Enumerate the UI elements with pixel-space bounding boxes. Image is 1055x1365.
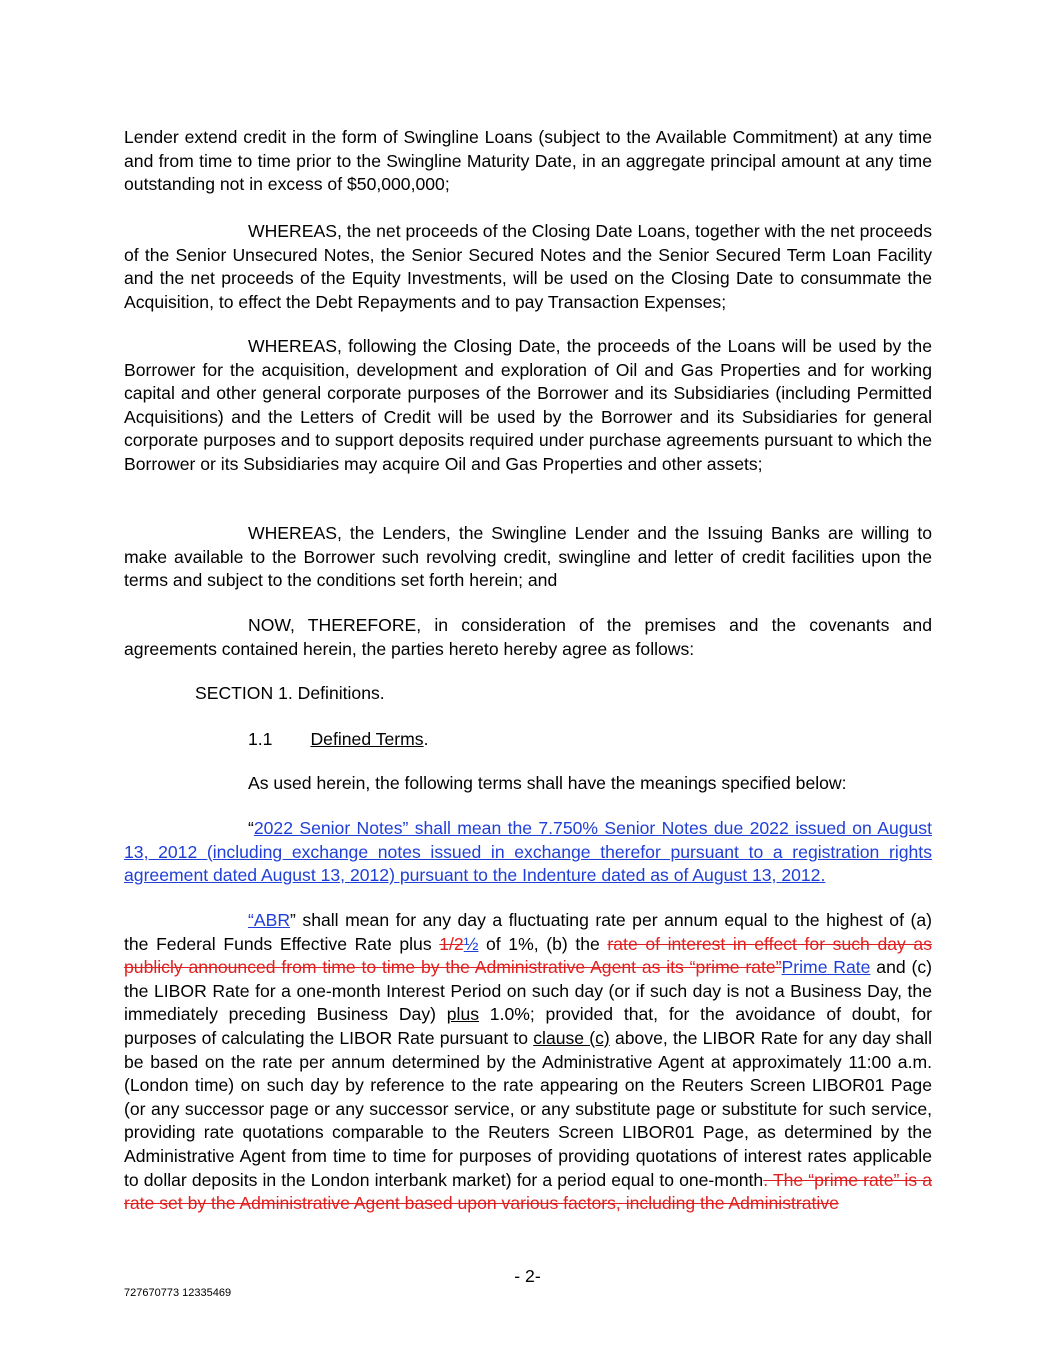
subsection-period: . xyxy=(423,729,429,749)
open-quote: “ xyxy=(248,818,254,838)
section-heading: SECTION 1. Definitions. xyxy=(195,683,385,703)
deleted-text: 1/2 xyxy=(439,933,464,954)
inserted-term: “ABR xyxy=(248,910,291,930)
page-number: - 2- xyxy=(514,1266,541,1286)
deleted-text: rate of interest in effect for such day as publicly announced from time to time by the Administrative Agent as its “prime rate” xyxy=(124,933,933,978)
underlined-plus: plus xyxy=(446,1004,480,1025)
definitions-intro: As used herein, the following terms shall have the meanings specified below: xyxy=(248,773,847,793)
paragraph-whereas-following: WHEREAS, following the Closing Date, the proceeds of the Loans will be used by the Borrower for the acquisition, development and exploration of Oil and Gas Properties and for working capital and other general corporate purposes of the Borrower and its Subsidiaries (including Permitted Acquisitions) and the Letters of Credit will be used by the Borrower and its Subsidiaries for general corporate purposes and to support deposits required under purchase agreements pursuant to which the Borrower or its Subsidiaries may acquire Oil and Gas Properties and other assets; xyxy=(124,336,932,474)
inserted-text: ½ xyxy=(463,933,479,954)
text: 1.0%; provided that, for the avoidance of doubt, for purposes of calculating the LIBOR Rate pursuant to xyxy=(124,1004,932,1048)
text: and (c) the LIBOR Rate for a one-month Interest Period on such day (or if such day is not a Business Day, the immediately preceding Business Day) xyxy=(124,957,932,1025)
paragraph-whereas-proceeds: WHEREAS, the net proceeds of the Closing Date Loans, together with the net proceeds of the Senior Unsecured Notes, the Senior Secured Notes and the Senior Secured Term Loan Facility and the net proceeds of the Equity Investments, will be used on the Closing Date to consummate the Acquisition, to effect the Debt Repayments and to pay Transaction Expenses; xyxy=(124,221,932,312)
definition-abr xyxy=(124,909,932,1216)
inserted-text: 2022 Senior Notes” shall mean the 7.750% Senior Notes due 2022 issued on August 13, 2012 (including exchange notes issued in exchange therefor pursuant to a registration rights agreement dated August 13, 2012) pursuant to the Indenture dated as of August 13, 2012. xyxy=(124,818,932,886)
text: above, the LIBOR Rate for any day shall be based on the rate per annum determined by the Administrative Agent at approximately 11:00 a.m. (London time) on such day by reference to the rate appearing on the Reuters Screen LIBOR01 Page (or any successor page or any successor service, or any substitute page or substitute for such service, providing rate quotations comparable to the Reuters Screen LIBOR01 Page, as determined by the Administrative Agent from time to time for purposes of providing quotations of interest rates applicable to dollar deposits in the London interbank market) for a period equal to one-month xyxy=(124,1027,932,1190)
subsection-number: 1.1 xyxy=(248,729,273,749)
inserted-text: Prime Rate xyxy=(781,957,871,978)
definition-2022-senior-notes xyxy=(124,817,932,888)
subsection-title: Defined Terms xyxy=(310,729,424,749)
text: ” shall mean for any day a fluctuating rate per annum equal to the highest of (a) the Federal Funds Effective Rate plus xyxy=(124,910,932,954)
paragraph-whereas-lenders: WHEREAS, the Lenders, the Swingline Lender and the Issuing Banks are willing to make available to the Borrower such revolving credit, swingline and letter of credit facilities upon the terms and subject to the conditions set forth herein; and xyxy=(124,523,932,591)
underlined-clause: clause (c) xyxy=(533,1027,610,1048)
paragraph-swingline: Lender extend credit in the form of Swingline Loans (subject to the Available Commitment) at any time and from time to time prior to the Swingline Maturity Date, in an aggregate principal amount at any time outstanding not in excess of $50,000,000; xyxy=(124,127,932,195)
text: of 1%, (b) the xyxy=(478,933,608,954)
paragraph-now-therefore: NOW, THEREFORE, in consideration of the premises and the covenants and agreements contained herein, the parties hereto hereby agree as follows: xyxy=(124,615,932,659)
subsection-heading xyxy=(248,728,428,752)
document-id: 727670773 12335469 xyxy=(124,1287,232,1299)
deleted-text: . The “prime rate” is a rate set by the Administrative Agent based upon various factors, including the Administrative xyxy=(124,1169,932,1214)
